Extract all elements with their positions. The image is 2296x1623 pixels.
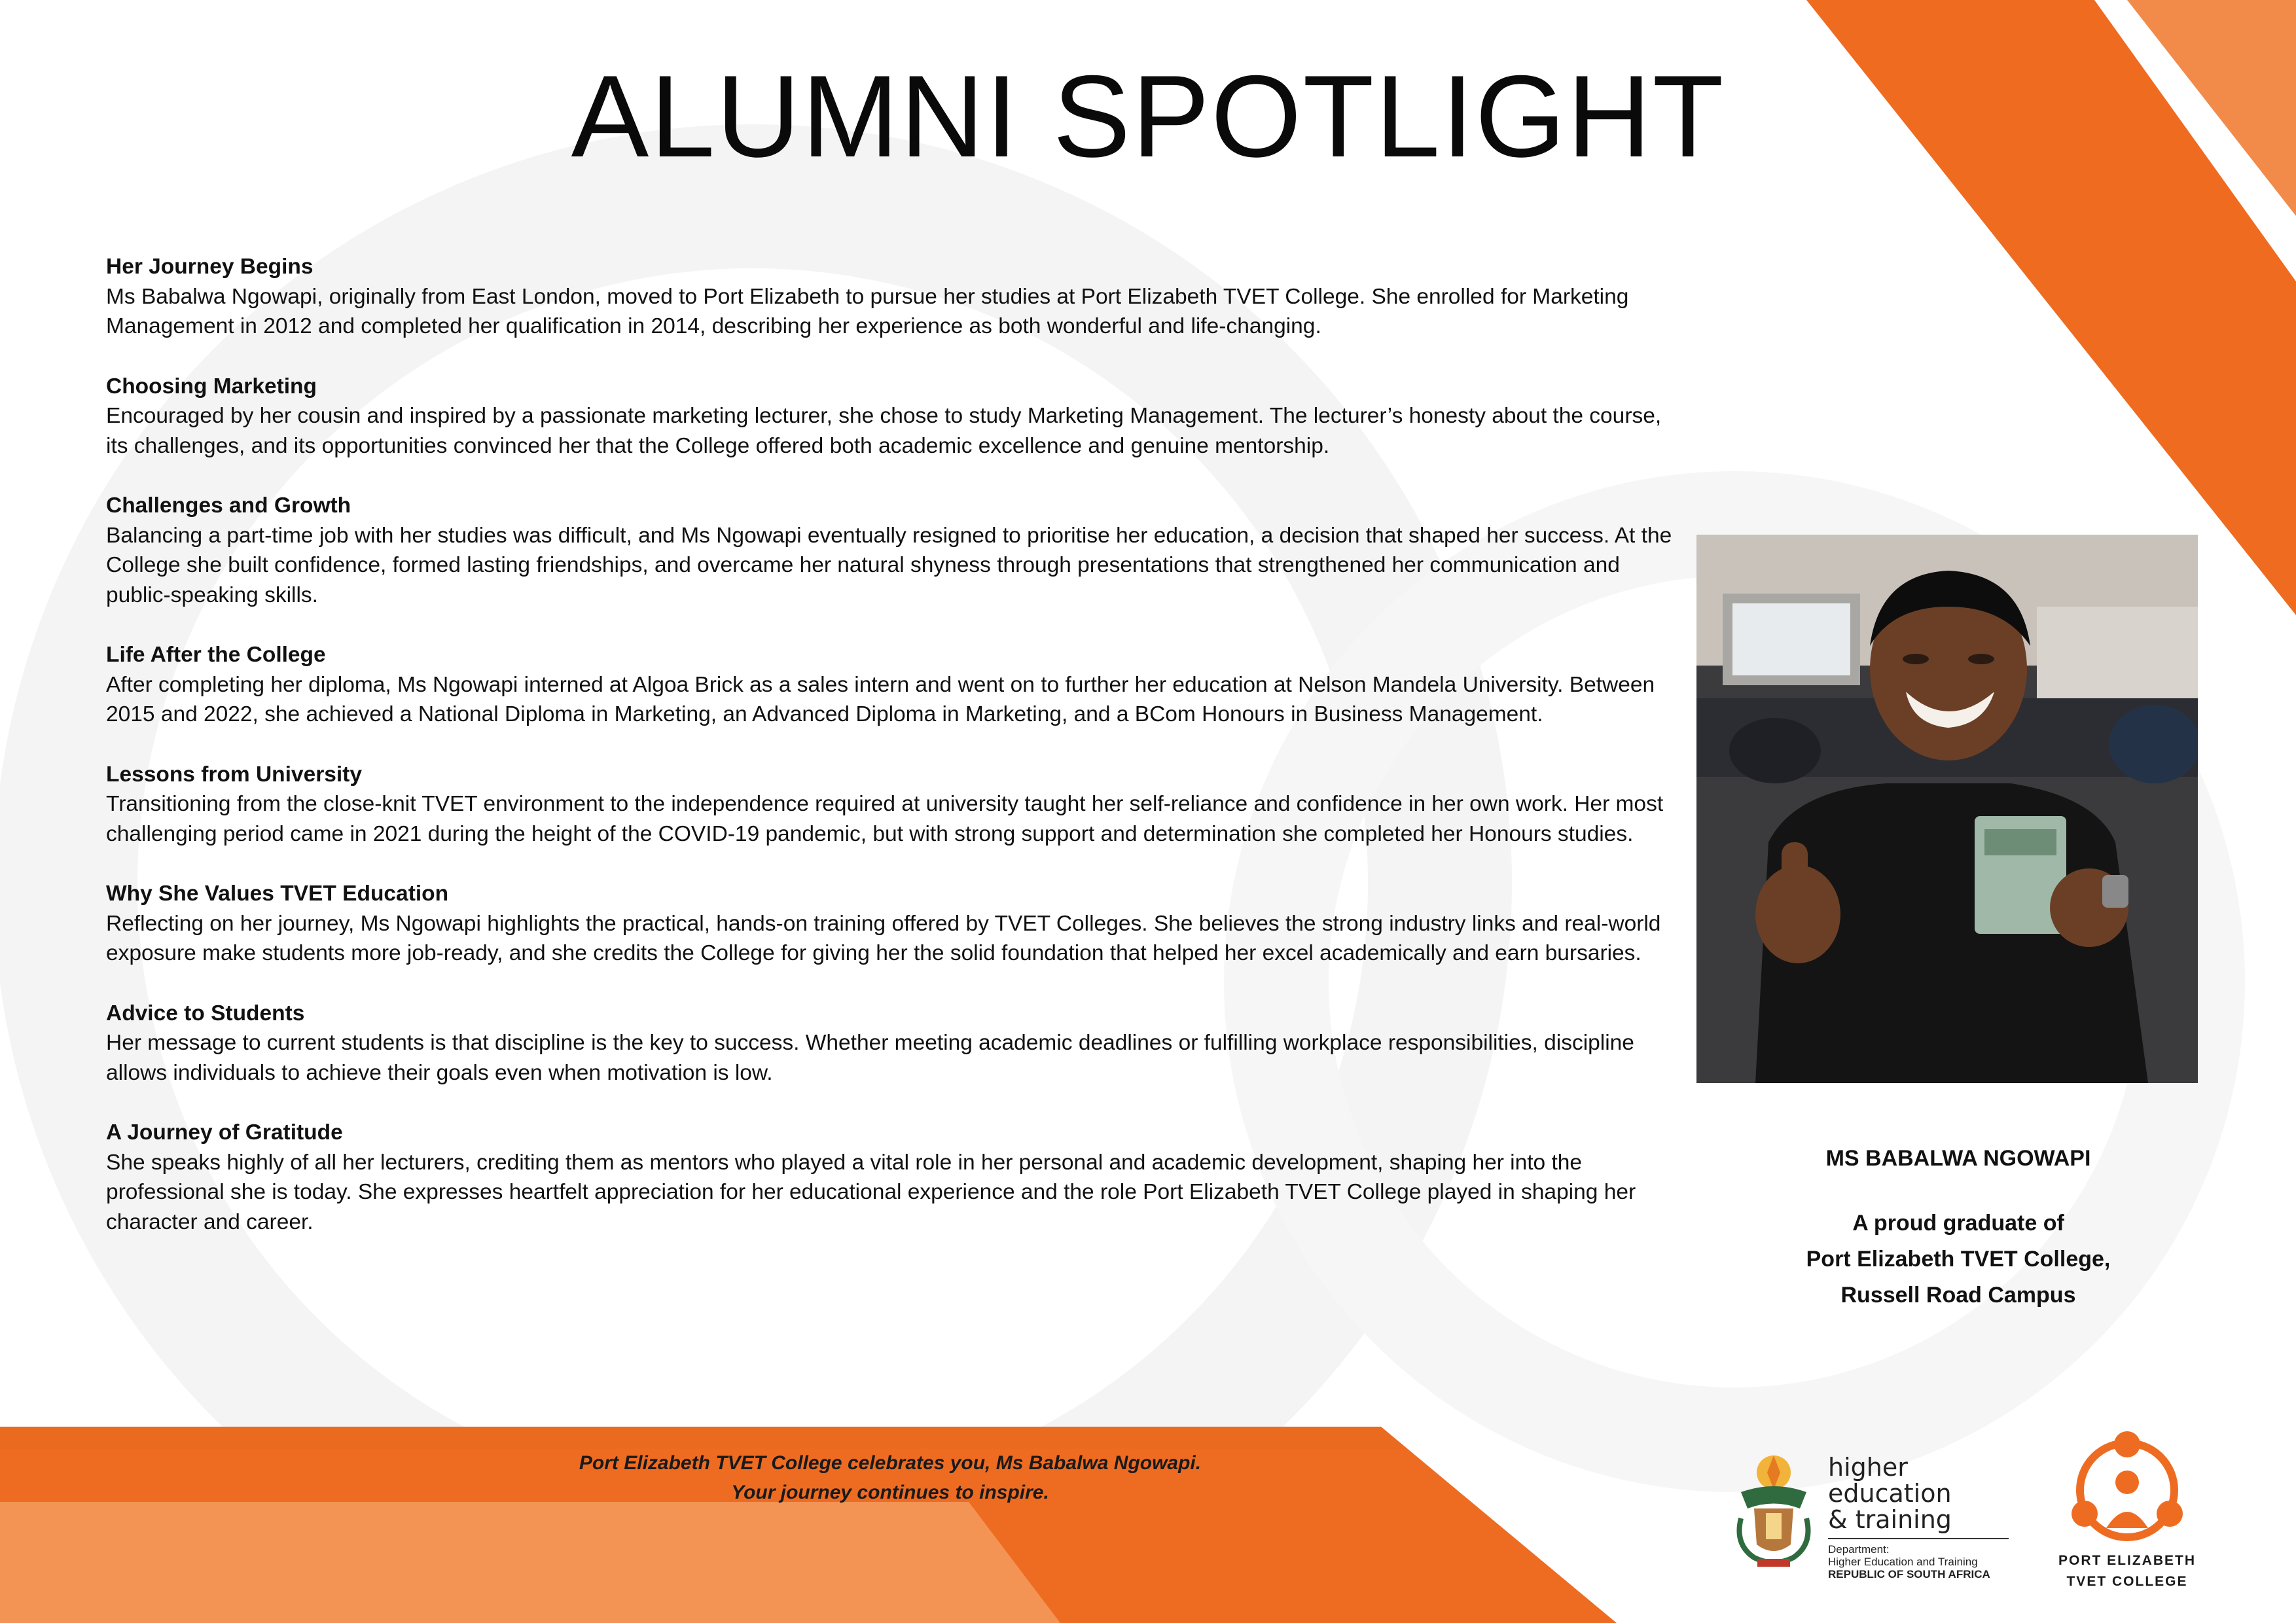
section-heading: Choosing Marketing <box>106 374 317 399</box>
section-lessons-university <box>106 760 1677 849</box>
caption-line: Russell Road Campus <box>1840 1283 2076 1308</box>
dhet-logo <box>1728 1446 2016 1580</box>
article-body <box>106 252 1677 1267</box>
dhet-country: REPUBLIC OF SOUTH AFRICA <box>1828 1568 1990 1580</box>
section-text: Her message to current students is that discipline is the key to success. Whether meeting academic deadlines or fulfilling workplace responsibilities, discipline allows individuals to achieve their goals even when motivation is low. <box>106 1031 1634 1085</box>
footer-line: Port Elizabeth TVET College celebrates you, Ms Babalwa Ngowapi. <box>579 1452 1202 1474</box>
photo-illustration <box>1696 535 2198 1083</box>
section-text: Balancing a part-time job with her studies was difficult, and Ms Ngowapi eventually resigned to prioritise her education, a decision that shaped her success. At the College she built confidence, formed lasting friendships, and overcame her natural shyness through presentations that strengthened her communication and public-speaking skills. <box>106 523 1672 607</box>
section-choosing-marketing <box>106 372 1677 461</box>
section-gratitude <box>106 1118 1677 1237</box>
section-text: Ms Babalwa Ngowapi, originally from East London, moved to Port Elizabeth to pursue her studies at Port Elizabeth TVET College. She enrolled for Marketing Management in 2012 and completed her qualification in 2014, describing her experience as both wonderful and life-changing. <box>106 284 1629 338</box>
section-heading: Advice to Students <box>106 1001 305 1026</box>
section-text: After completing her diploma, Ms Ngowapi interned at Algoa Brick as a sales intern and went on to further her education at Nelson Mandela University. Between 2015 and 2022, she achieved a National Diploma in Marketing, an Advanced Diploma in Marketing, and a BCom Honours in Business Management. <box>106 672 1655 726</box>
caption-line: Port Elizabeth TVET College, <box>1806 1247 2111 1272</box>
section-journey-begins <box>106 252 1677 342</box>
footer-message <box>367 1448 1414 1507</box>
section-heading: A Journey of Gratitude <box>106 1120 343 1145</box>
section-life-after-college <box>106 640 1677 730</box>
section-heading: Life After the College <box>106 643 326 667</box>
college-name-line: TVET COLLEGE <box>2066 1574 2188 1589</box>
section-heading: Her Journey Begins <box>106 255 314 279</box>
college-emblem-icon <box>2065 1430 2189 1548</box>
graduate-caption <box>1696 1141 2220 1313</box>
section-text: Encouraged by her cousin and inspired by a passionate marketing lecturer, she chose to study Marketing Management. The lecturer’s honesty about the course, its challenges, and its opportunities convinced her that the College offered both academic excellence and genuine mentorship. <box>106 404 1662 458</box>
graduate-photo <box>1696 535 2198 1083</box>
section-text: She speaks highly of all her lecturers, crediting them as mentors who played a vital role in her personal and academic development, shaping her into the professional she is today. She expresses heartfelt appreciation for her educational experience and the role Port Elizabeth TVET College played in shaping her character and career. <box>106 1150 1636 1234</box>
section-text: Transitioning from the close-knit TVET environment to the independence required at university taught her self-reliance and confidence in her own work. Her most challenging period came in 2021 during the height of the COVID-19 pandemic, but with strong support and determination she completed her Honours studies. <box>106 792 1664 846</box>
section-heading: Lessons from University <box>106 762 362 787</box>
coat-of-arms-icon <box>1728 1446 1820 1571</box>
section-heading: Challenges and Growth <box>106 493 351 518</box>
dhet-divider <box>1828 1538 2009 1539</box>
dhet-dept-name: Higher Education and Training <box>1828 1556 1978 1568</box>
college-logo <box>2042 1430 2212 1587</box>
graduate-name: MS BABALWA NGOWAPI <box>1825 1146 2091 1171</box>
caption-line: A proud graduate of <box>1852 1211 2064 1236</box>
section-advice-students <box>106 999 1677 1088</box>
page-title: ALUMNI SPOTLIGHT <box>571 51 1725 181</box>
section-text: Reflecting on her journey, Ms Ngowapi highlights the practical, hands-on training offered by TVET Colleges. She believes the strong industry links and real-world exposure make students more job-ready, and she credits the College for giving her the solid foundation that helped her excel academically and earn bursaries. <box>106 911 1661 965</box>
section-challenges-growth <box>106 491 1677 610</box>
section-values-tvet <box>106 879 1677 969</box>
footer-line: Your journey continues to inspire. <box>731 1482 1049 1503</box>
section-heading: Why She Values TVET Education <box>106 882 449 906</box>
college-name-line: PORT ELIZABETH <box>2058 1553 2196 1568</box>
dhet-title-line: & training <box>1828 1505 1952 1534</box>
dhet-dept-label: Department: <box>1828 1543 1890 1556</box>
dhet-title-line: higher education <box>1828 1453 1952 1508</box>
